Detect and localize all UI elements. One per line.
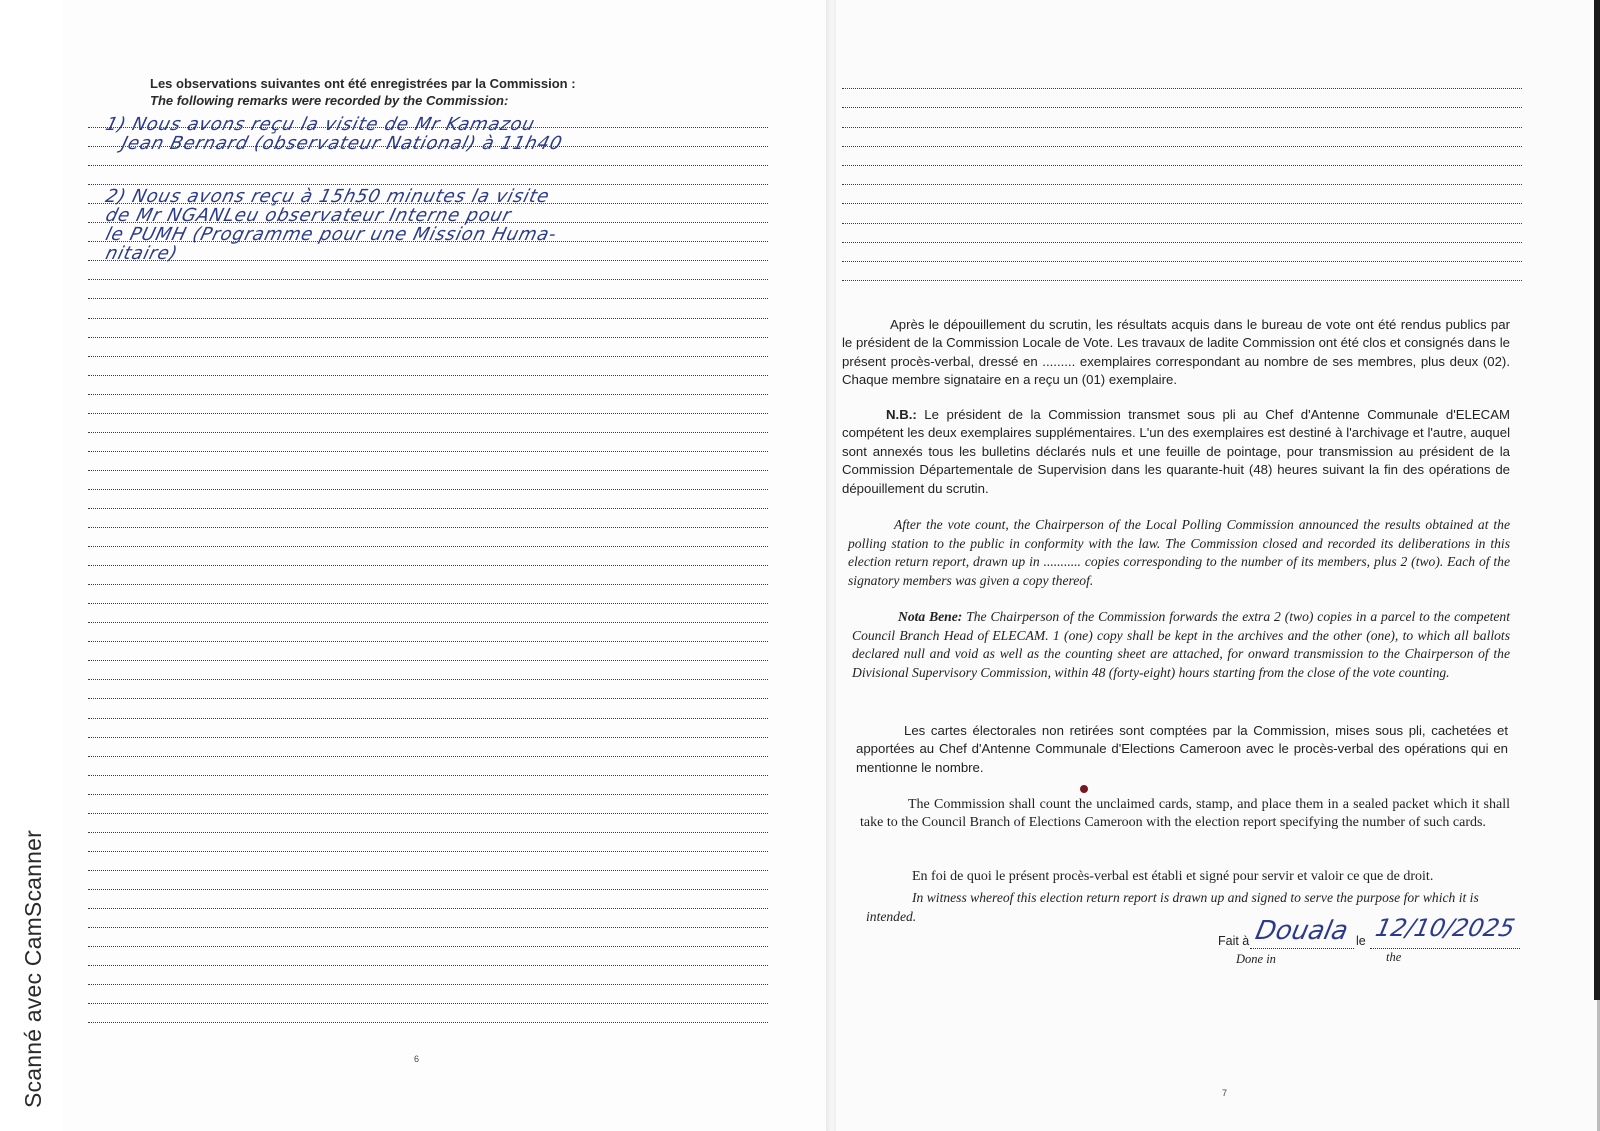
remarks-intro-en: The following remarks were recorded by the Commission: xyxy=(150,93,509,108)
ruled-line xyxy=(88,547,768,566)
ruled-line xyxy=(88,166,768,185)
ruled-line xyxy=(88,604,768,623)
ruled-line xyxy=(88,680,768,699)
ruled-line xyxy=(88,490,768,509)
ruled-line xyxy=(88,509,768,528)
handwritten-remark-line: 1) Nous avons reçu la visite de Mr Kamazou xyxy=(103,114,538,135)
ruled-line xyxy=(88,414,768,433)
ruled-line xyxy=(88,357,768,376)
ruled-line xyxy=(88,319,768,338)
scan-edge-shadow xyxy=(1594,0,1600,1000)
page-number: 6 xyxy=(414,1054,420,1064)
page-number: 7 xyxy=(1222,1088,1228,1098)
ruled-line xyxy=(88,528,768,547)
ruled-line xyxy=(842,128,1522,147)
ruled-line xyxy=(88,852,768,871)
camscanner-watermark xyxy=(20,808,50,1108)
ruled-line xyxy=(842,147,1522,166)
ruled-line xyxy=(842,224,1522,243)
ruled-line xyxy=(88,833,768,852)
date-label: le xyxy=(1356,934,1366,948)
ruled-line xyxy=(88,376,768,395)
ruled-line xyxy=(88,928,768,947)
ruled-line xyxy=(88,795,768,814)
handwritten-remark-line: Jean Bernard (observateur National) à 11h40 xyxy=(119,133,565,154)
ruled-line xyxy=(88,566,768,585)
ruled-line xyxy=(88,395,768,414)
ruled-line xyxy=(88,757,768,776)
ruled-line xyxy=(842,262,1522,281)
ruled-line xyxy=(88,261,768,280)
ruled-line xyxy=(842,166,1522,185)
handwritten-remark-line: 2) Nous avons reçu à 15h50 minutes la visite xyxy=(103,186,552,207)
ruled-line xyxy=(88,985,768,1004)
ruled-line xyxy=(842,70,1522,89)
the-label: the xyxy=(1386,950,1402,964)
ruled-line xyxy=(88,642,768,661)
results-paragraph-en: After the vote count, the Chairperson of the Local Polling Commission announced the results obtained at the polling station to the public in conformity with the law. The Commission closed and recorded its deliberations in this election return report, drawn up in ........... copies corresponding to the number of its members, plus 2 (two). Each of the signatory members was given a copy thereof. xyxy=(848,517,1510,588)
cards-paragraph-en: The Commission shall count the unclaimed cards, stamp, and place them in a sealed packet which it shall take to the Council Branch of Elections Cameroon with the election report specifying the number of such cards. xyxy=(860,797,1510,831)
remarks-ruled-lines xyxy=(88,109,768,1023)
ruled-line xyxy=(842,89,1522,108)
nb-text: Le président de la Commission transmet sous pli au Chef d'Antenne Communale d'ELECAM compétent les deux exemplaires supplémentaires. L'un des exemplaires est destiné à l'archivage et l'autre, auquel sont annexés tous les bulletins déclarés nuls et une feuille de pointage, pour transmission au président de la Commission Départementale de Supervision dans les quarante-huit (48) heures suivant la fin des opérations de dépouillement du scrutin. xyxy=(842,407,1510,496)
ruled-line xyxy=(88,738,768,757)
done-at-line xyxy=(1250,948,1354,949)
ruled-line xyxy=(88,338,768,357)
ruled-line xyxy=(842,108,1522,127)
ruled-line xyxy=(88,242,768,261)
handwritten-remark-line: de Mr NGANLeu observateur Interne pour xyxy=(103,205,514,226)
cards-paragraph-fr: Les cartes électorales non retirées sont comptées par la Commission, mises sous pli, cachetées et apportées au Chef d'Antenne Communale d'Elections Cameroon avec le procès-verbal des opérations qui en mentionne le nombre. xyxy=(856,723,1508,775)
nb-paragraph-fr xyxy=(842,406,1510,498)
ruled-line xyxy=(88,814,768,833)
nota-bene-lead: Nota Bene: xyxy=(898,609,963,624)
watermark-text: Scanné avec CamScanner xyxy=(20,830,46,1108)
ruled-line xyxy=(88,299,768,318)
ruled-line xyxy=(88,871,768,890)
done-at-value: Douala xyxy=(1252,916,1351,946)
remarks-intro-fr: Les observations suivantes ont été enregistrées par la Commission : xyxy=(150,76,576,91)
ruled-line xyxy=(842,243,1522,262)
date-line xyxy=(1370,948,1520,949)
done-in-label: Done in xyxy=(1236,952,1276,966)
ruled-line xyxy=(88,433,768,452)
witness-fr: En foi de quoi le présent procès-verbal est établi et signé pour servir et valoir ce que de droit. xyxy=(912,869,1434,884)
handwritten-remark-line: le PUMH (Programme pour une Mission Huma- xyxy=(103,224,560,245)
date-value: 12/10/2025 xyxy=(1373,914,1518,942)
right-page xyxy=(836,0,1600,1131)
nb-lead: N.B.: xyxy=(886,407,917,422)
ruled-line xyxy=(88,966,768,985)
ruled-line xyxy=(842,204,1522,223)
left-page xyxy=(62,0,830,1131)
results-paragraph-fr: Après le dépouillement du scrutin, les résultats acquis dans le bureau de vote ont été rendus publics par le président de la Commission Locale de Vote. Les travaux de ladite Commission ont été clos et consignés dans le présent procès-verbal, dressé en ......... exemplaires correspondant au nombre de ses membres, plus deux (02). Chaque membre signataire en a reçu un (01) exemplaire. xyxy=(842,317,1510,388)
ruled-line xyxy=(88,890,768,909)
ruled-line xyxy=(88,1004,768,1023)
ruled-line xyxy=(88,623,768,642)
ruled-line xyxy=(88,471,768,490)
ruled-line xyxy=(88,719,768,738)
ruled-line xyxy=(88,280,768,299)
nota-bene-text: The Chairperson of the Commission forwards the extra 2 (two) copies in a parcel to the competent Council Branch Head of ELECAM. 1 (one) copy shall be kept in the archives and the other (one), to which all ballots declared null and void as well as the counting sheet are attached, for onward transmission to the Chairperson of the Divisional Supervisory Commission, within 48 (forty-eight) hours starting from the close of the vote counting. xyxy=(852,609,1511,680)
ruled-line xyxy=(88,585,768,604)
ruled-line xyxy=(88,947,768,966)
done-at-label: Fait à xyxy=(1218,934,1250,948)
ink-mark xyxy=(1080,785,1088,793)
remarks-intro xyxy=(150,76,800,108)
nota-bene-paragraph-en xyxy=(852,608,1510,682)
ruled-line xyxy=(88,699,768,718)
handwritten-remark-line: nitaire) xyxy=(103,243,181,264)
ruled-line xyxy=(88,452,768,471)
witness-en: In witness whereof this election return report is drawn up and signed to serve the purpose for which it is intended. xyxy=(866,890,1479,924)
ruled-line xyxy=(88,776,768,795)
ruled-line xyxy=(88,661,768,680)
ruled-line xyxy=(88,909,768,928)
ruled-line xyxy=(842,185,1522,204)
right-ruled-lines xyxy=(842,70,1522,281)
